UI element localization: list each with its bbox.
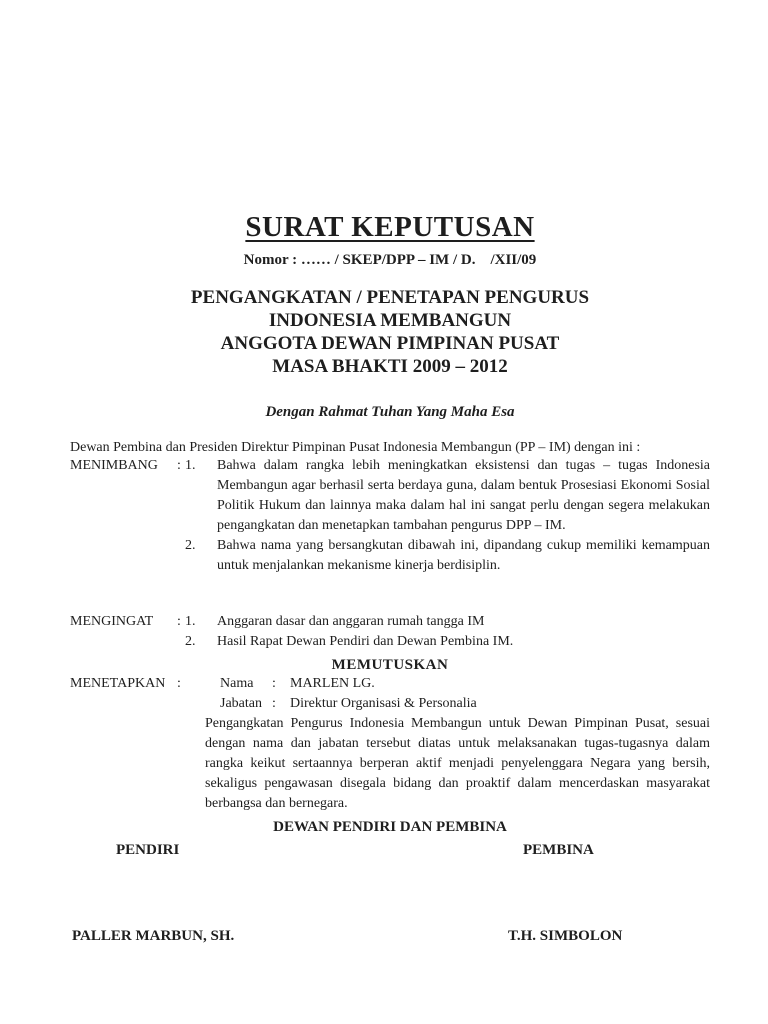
founder-name: PALLER MARBUN, SH. [72,928,235,944]
roles-row [70,840,710,860]
field-label: Jabatan [220,696,262,711]
menimbang-colon: : [177,458,181,473]
document-number-line: Nomor : …… / SKEP/DPP – IM / D. /XII/09 [243,252,537,268]
invocation-line: Dengan Rahmat Tuhan Yang Maha Esa [265,404,515,420]
mengingat-section [70,612,710,652]
subject-heading-line-1: PENGANGKATAN / PENETAPAN PENGURUS [190,287,590,308]
menimbang-item [185,536,710,576]
field-value: Direktur Organisasi & Personalia [290,696,477,711]
founder-role-label: PENDIRI [116,842,180,858]
field-colon: : [272,696,276,711]
menetapkan-paragraph: Pengangkatan Pengurus Indonesia Membangun untuk Dewan Pimpinan Pusat, sesuai dengan nama dan jabatan tersebut diatas untuk melaksanakan tugas-tugasnya dalam rangka keikut sertaannya berperan aktif menjadi penyelenggara Negara yang bersih, sekaligus pengawasan disegala bidang dan proaktif dalam mencerdaskan masyarakat berbangsa dan bernegara. [205,716,710,811]
menimbang-item [185,456,710,536]
subject-heading-block [70,286,710,378]
name-field-row [220,674,477,694]
menetapkan-colon: : [177,676,181,691]
menimbang-section [70,456,710,576]
mengingat-item [185,612,710,632]
memutuskan-heading: MEMUTUSKAN [331,657,449,673]
item-number: 2. [185,538,196,553]
board-heading: DEWAN PENDIRI DAN PEMBINA [273,819,507,835]
field-colon: : [272,676,276,691]
mengingat-colon: : [177,614,181,629]
position-field-row [220,694,477,714]
menetapkan-label: MENETAPKAN [70,676,166,691]
mengingat-label: MENGINGAT [70,614,154,629]
menimbang-label: MENIMBANG [70,458,158,473]
item-text: Anggaran dasar dan anggaran rumah tangga IM [217,614,485,629]
title-block [70,210,710,244]
subject-heading-line-2: INDONESIA MEMBANGUN [268,310,512,331]
item-number: 1. [185,614,196,629]
menetapkan-section [70,674,710,814]
advisor-name: T.H. SIMBOLON [508,928,623,944]
advisor-role-label: PEMBINA [523,842,594,858]
item-text: Hasil Rapat Dewan Pendiri dan Dewan Pembina IM. [217,634,514,649]
opening-line: Dewan Pembina dan Presiden Direktur Pimpinan Pusat Indonesia Membangun (PP – IM) dengan ini : [70,440,641,455]
field-label: Nama [220,676,254,691]
subject-heading-line-3: ANGGOTA DEWAN PIMPINAN PUSAT [220,333,560,354]
field-value: MARLEN LG. [290,676,375,691]
document-title: SURAT KEPUTUSAN [245,211,535,243]
item-text: Bahwa dalam rangka lebih meningkatkan eksistensi dan tugas – tugas Indonesia Membangun agar berhasil serta berdaya guna, dalam bentuk Prosesiasi Ekonomi Sosial Politik Hukum dan lainnya maka dalam hal ini sangat perlu dengan segera melakukan pengangkatan dan menetapkan tambahan pengurus DPP – IM. [217,458,710,533]
subject-heading-line-4: MASA BHAKTI 2009 – 2012 [272,356,508,377]
mengingat-item [185,632,710,652]
signature-names-row [70,926,710,946]
item-number: 1. [185,458,196,473]
item-text: Bahwa nama yang bersangkutan dibawah ini, dipandang cukup memiliki kemampuan untuk menjalankan mekanisme kinerja berdisiplin. [217,538,710,573]
item-number: 2. [185,634,196,649]
